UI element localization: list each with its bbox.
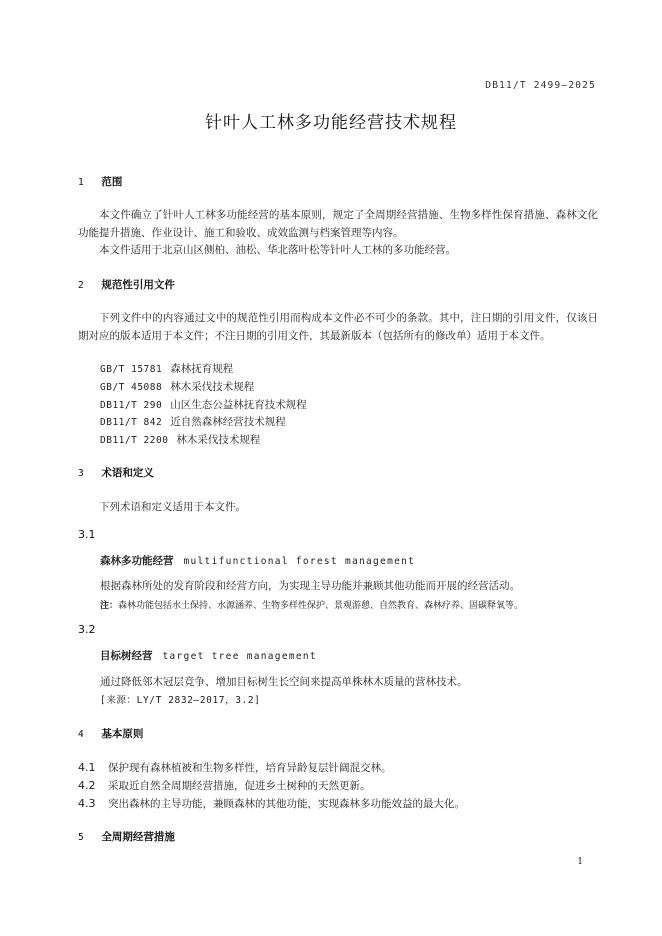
reference-name: 森林抚育规程 — [170, 363, 234, 375]
principle-item — [78, 796, 465, 811]
section-1-heading — [78, 174, 122, 189]
term-english: multifunctional forest management — [183, 556, 416, 567]
principle-item — [78, 760, 392, 775]
paragraph: 本文件确立了针叶人工林多功能经营的基本原则，规定了全周期经营措施、生物多样性保育措施、森林文化功能提升措施、作业设计、施工和验收、成效监测与档案管理等内容。 — [78, 209, 598, 239]
reference-code: DB11/T 290 — [100, 400, 163, 411]
section-title: 基本原则 — [101, 728, 144, 740]
reference-code: DB11/T 842 — [100, 417, 163, 428]
standard-code: DB11/T 2499—2025 — [485, 80, 596, 91]
term-chinese: 森林多功能经营 — [100, 555, 174, 567]
principle-number: 4.2 — [78, 779, 96, 792]
note-label: 注： — [100, 601, 119, 611]
section-3-heading — [78, 465, 154, 480]
page-number: 1 — [577, 857, 583, 867]
reference-name: 近自然森林经营技术规程 — [170, 416, 286, 428]
paragraph: 本文件适用于北京山区侧柏、油松、华北落叶松等针叶人工林的多功能经营。 — [99, 244, 456, 256]
principle-number: 4.1 — [78, 761, 96, 774]
reference-item — [100, 397, 307, 412]
section-number: 1 — [78, 177, 84, 188]
reference-code: GB/T 15781 — [100, 364, 163, 375]
reference-name: 林木采伐技术规程 — [170, 381, 255, 393]
section-2-body — [78, 310, 598, 345]
term-3-1-note — [100, 598, 523, 611]
principle-text: 采取近自然全周期经营措施，促进乡土树种的天然更新。 — [108, 780, 371, 792]
reference-code: GB/T 45088 — [100, 382, 163, 393]
section-1-body — [78, 207, 598, 260]
document-title: 针叶人工林多功能经营技术规程 — [205, 113, 457, 133]
term-3-1-heading — [100, 553, 415, 568]
principle-number: 4.3 — [78, 797, 96, 810]
reference-item — [100, 414, 286, 429]
section-5-heading — [78, 829, 175, 844]
reference-item — [100, 432, 260, 447]
section-number: 3 — [78, 468, 84, 479]
section-3-intro — [78, 499, 598, 517]
section-number: 5 — [78, 832, 84, 843]
paragraph: 下列文件中的内容通过文中的规范性引用而构成本文件必不可少的条款。其中，注日期的引用文件，仅该日期对应的版本适用于本文件；不注日期的引用文件，其最新版本（包括所有的修改单）适用于本文件。 — [78, 312, 598, 342]
reference-item — [100, 379, 254, 394]
section-title: 术语和定义 — [101, 467, 154, 479]
principle-text: 突出森林的主导功能，兼顾森林的其他功能，实现森林多功能效益的最大化。 — [108, 798, 465, 810]
term-3-1-definition: 根据森林所处的发育阶段和经营方向，为实现主导功能并兼顾其他功能而开展的经营活动。 — [100, 580, 520, 592]
reference-item — [100, 361, 233, 376]
paragraph: 下列术语和定义适用于本文件。 — [99, 501, 246, 513]
reference-code: DB11/T 2200 — [100, 435, 169, 446]
section-2-heading — [78, 277, 175, 292]
note-text: 森林功能包括水土保持、水源涵养、生物多样性保护、景观游憩、自然教育、森林疗养、固碳释氧等。 — [118, 601, 524, 611]
term-3-1-number: 3.1 — [78, 528, 96, 541]
term-chinese: 目标树经营 — [100, 650, 153, 662]
principle-text: 保护现有森林植被和生物多样性，培育异龄复层针阔混交林。 — [108, 762, 392, 774]
reference-name: 林木采伐技术规程 — [176, 434, 261, 446]
term-3-2-definition: 通过降低邻木冠层竞争、增加目标树生长空间来提高单株林木质量的营林技术。 — [100, 676, 468, 688]
section-title: 范围 — [101, 176, 123, 188]
term-3-2-number: 3.2 — [78, 623, 96, 636]
term-3-2-source: [来源：LY/T 2832—2017，3.2] — [100, 695, 261, 706]
section-number: 2 — [78, 280, 84, 291]
term-english: target tree management — [162, 651, 317, 662]
term-3-2-heading — [100, 648, 317, 663]
section-title: 全周期经营措施 — [101, 831, 175, 843]
principle-item — [78, 778, 371, 793]
section-title: 规范性引用文件 — [101, 279, 175, 291]
section-number: 4 — [78, 729, 84, 740]
reference-name: 山区生态公益林抚育技术规程 — [170, 399, 307, 411]
section-4-heading — [78, 726, 143, 741]
